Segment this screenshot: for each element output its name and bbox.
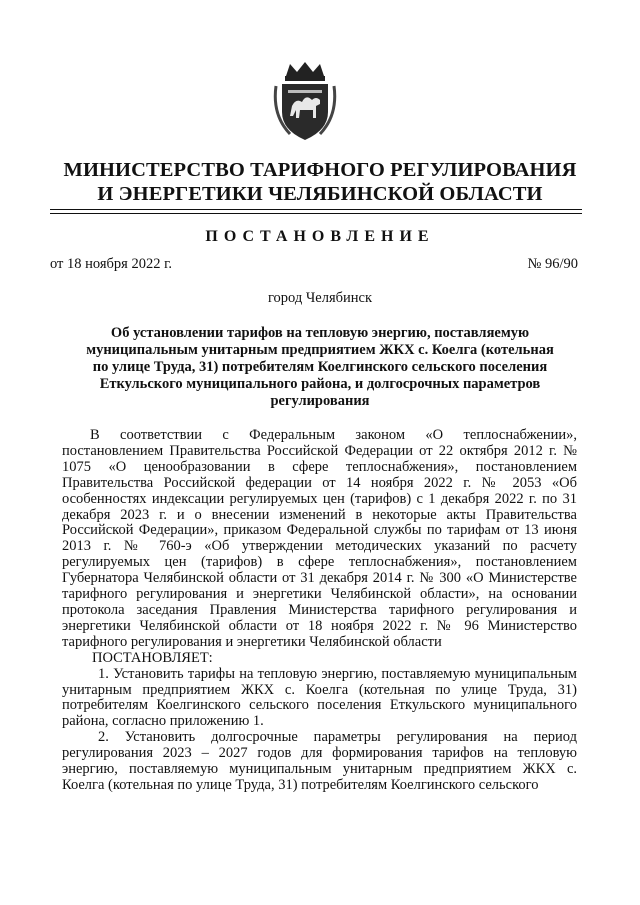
- item-2-paragraph: 2. Установить долгосрочные параметры регулирования на период регулирования 2023 – 2027 годов для формирования тарифов на тепловую энергию, поставляемую муниципальным унитарным предприятием ЖКХ с. Коелга (котельная по улице Труда, 31) потребителям Коелгинского сельского: [62, 729, 577, 793]
- ministry-line-1: МИНИСТЕРСТВО ТАРИФНОГО РЕГУЛИРОВАНИЯ: [63, 159, 577, 181]
- header-divider-thin: [50, 213, 582, 214]
- preamble-paragraph: В соответствии с Федеральным законом «О теплоснабжении», постановлением Правительства Российской Федерации от 22 октября 2012 г. № 1075 «О ценообразовании в сфере теплоснабжения», постановлением Правительства Российской федерации от 14 ноября 2022 г. № 2053 «Об особенностях индексации регулируемых цен (тарифов) с 1 декабря 2022 г. по 31 декабря 2023 г. и о внесении изменений в некоторые акты Правительства Российской Федерации», приказом Федеральной службы по тарифам от 13 июня 2013 г. № 760-э «Об утверждении методических указаний по расчету регулируемых цен (тарифов) в сфере теплоснабжения», постановлением Губернатора Челябинской области от 31 декабря 2014 г. № 300 «О Министерстве тарифного регулирования и энергетики Челябинской области», на основании протокола заседания Правления Министерства тарифного регулирования и энергетики Челябинской области от 18 ноября 2022 г. № 96 Министерство тарифного регулирования и энергетики Челябинской области: [62, 427, 577, 650]
- document-title: Об установлении тарифов на тепловую энергию, поставляемую муниципальным унитарным предприятием ЖКХ с. Коелга (котельная по улице Труда, 31) потребителям Коелгинского сельского поселения Еткульского муниципального района, и долгосрочных параметров регулирования: [86, 325, 554, 409]
- ministry-line-2: И ЭНЕРГЕТИКИ ЧЕЛЯБИНСКОЙ ОБЛАСТИ: [97, 183, 543, 205]
- document-body: [62, 428, 577, 794]
- document-date: от 18 ноября 2022 г.: [50, 256, 173, 272]
- document-number: № 96/90: [527, 256, 578, 272]
- resolves-heading: ПОСТАНОВЛЯЕТ:: [92, 649, 213, 666]
- chelyabinsk-coat-of-arms-icon: [270, 60, 340, 144]
- document-city: город Челябинск: [267, 290, 373, 306]
- item-1-paragraph: 1. Установить тарифы на тепловую энергию, поставляемую муниципальным унитарным предприятием ЖКХ с. Коелга (котельная по улице Труда, 31) потребителям Коелгинского сельского поселения Еткульского муниципального района, согласно приложению 1.: [62, 665, 577, 730]
- document-type: ПОСТАНОВЛЕНИЕ: [205, 228, 435, 245]
- ministry-name: [40, 158, 600, 206]
- header-divider-thick: [50, 209, 582, 210]
